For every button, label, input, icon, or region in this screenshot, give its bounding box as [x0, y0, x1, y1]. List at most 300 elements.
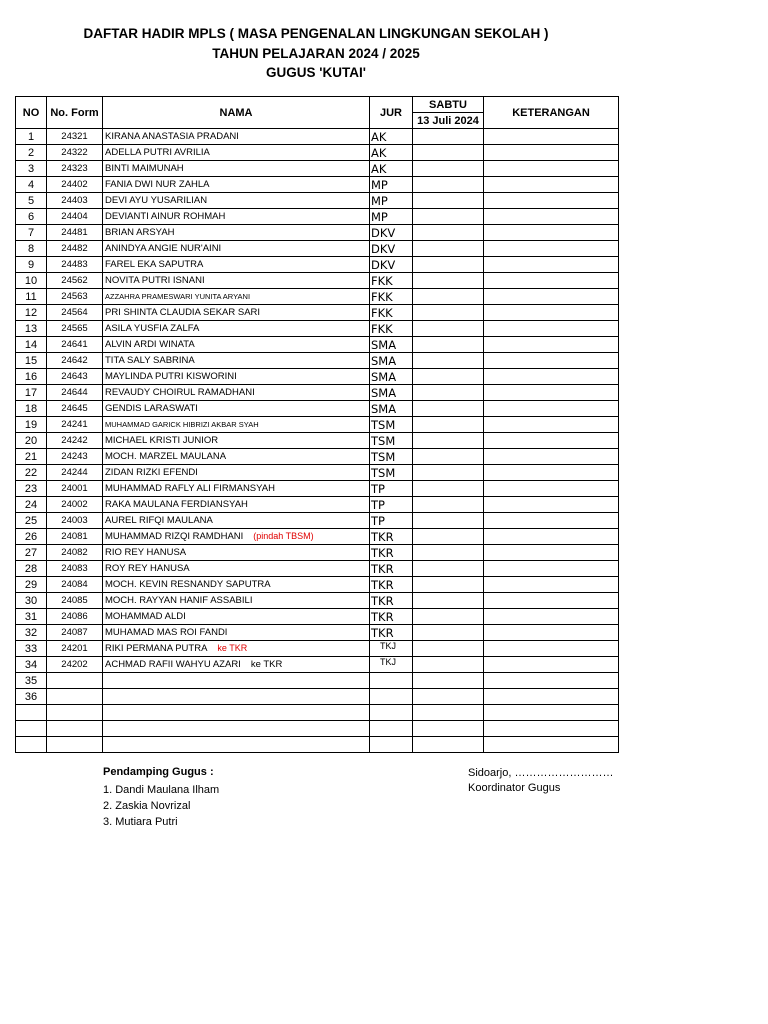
student-name — [103, 481, 370, 497]
form-number — [47, 689, 103, 705]
student-name-text: REVAUDY CHOIRUL RAMADHANI — [105, 387, 255, 398]
form-number: 24002 — [47, 497, 103, 513]
major-code: TSM — [370, 465, 413, 481]
attendance-table — [15, 96, 619, 753]
student-name-text: FAREL EKA SAPUTRA — [105, 259, 204, 270]
table-row — [16, 369, 619, 385]
attendance-cell — [413, 449, 484, 465]
form-number: 24001 — [47, 481, 103, 497]
attendance-cell — [413, 577, 484, 593]
student-name-text: MUHAMMAD GARICK HIBRIZI AKBAR SYAH — [105, 420, 259, 429]
table-row — [16, 177, 619, 193]
remarks-cell — [484, 385, 619, 401]
attendance-cell — [413, 353, 484, 369]
row-number: 36 — [16, 689, 47, 705]
major-code: TKJ — [370, 641, 413, 657]
row-number: 22 — [16, 465, 47, 481]
row-number: 18 — [16, 401, 47, 417]
table-row — [16, 721, 619, 737]
student-name — [103, 497, 370, 513]
table-row — [16, 337, 619, 353]
student-name — [103, 721, 370, 737]
student-name-text: PRI SHINTA CLAUDIA SEKAR SARI — [105, 307, 261, 318]
row-number: 32 — [16, 625, 47, 641]
row-number: 15 — [16, 353, 47, 369]
remarks-cell — [484, 449, 619, 465]
form-number: 24643 — [47, 369, 103, 385]
row-number: 3 — [16, 161, 47, 177]
row-number: 14 — [16, 337, 47, 353]
student-name-text: ALVIN ARDI WINATA — [105, 339, 195, 350]
row-number: 9 — [16, 257, 47, 273]
form-number: 24403 — [47, 193, 103, 209]
student-name — [103, 225, 370, 241]
table-row — [16, 241, 619, 257]
major-code: MP — [370, 177, 413, 193]
form-number: 24645 — [47, 401, 103, 417]
attendance-cell — [413, 689, 484, 705]
student-name-text: MICHAEL KRISTI JUNIOR — [105, 435, 219, 446]
attendance-cell — [413, 657, 484, 673]
student-name — [103, 369, 370, 385]
attendance-cell — [413, 513, 484, 529]
attendance-cell — [413, 273, 484, 289]
attendance-cell — [413, 417, 484, 433]
place-date: Sidoarjo, ……………………… — [468, 767, 614, 779]
remarks-cell — [484, 417, 619, 433]
remarks-cell — [484, 305, 619, 321]
table-row — [16, 417, 619, 433]
col-header-nama: NAMA — [103, 97, 370, 129]
form-number: 24081 — [47, 529, 103, 545]
table-row — [16, 129, 619, 145]
remarks-cell — [484, 497, 619, 513]
student-name — [103, 353, 370, 369]
major-code: TKR — [370, 609, 413, 625]
row-number: 10 — [16, 273, 47, 289]
remarks-cell — [484, 321, 619, 337]
form-number: 24322 — [47, 145, 103, 161]
form-number: 24201 — [47, 641, 103, 657]
col-header-date: 13 Juli 2024 — [413, 113, 484, 129]
student-name-text: AUREL RIFQI MAULANA — [105, 515, 213, 526]
table-row — [16, 145, 619, 161]
student-name-text: NOVITA PUTRI ISNANI — [105, 275, 205, 286]
table-row — [16, 433, 619, 449]
major-code: FKK — [370, 321, 413, 337]
form-number: 24082 — [47, 545, 103, 561]
major-code: AK — [370, 161, 413, 177]
transfer-note: ke TKR — [217, 643, 248, 653]
row-number: 31 — [16, 609, 47, 625]
attendance-cell — [413, 161, 484, 177]
form-number: 24003 — [47, 513, 103, 529]
row-number: 19 — [16, 417, 47, 433]
attendance-cell — [413, 209, 484, 225]
major-code: TSM — [370, 449, 413, 465]
student-name-text: MAYLINDA PUTRI KISWORINI — [105, 371, 237, 382]
row-number: 17 — [16, 385, 47, 401]
major-code: MP — [370, 193, 413, 209]
attendance-cell — [413, 145, 484, 161]
student-name — [103, 145, 370, 161]
major-code: TSM — [370, 417, 413, 433]
col-header-keterangan: KETERANGAN — [484, 97, 619, 129]
major-code: TKR — [370, 577, 413, 593]
remarks-cell — [484, 433, 619, 449]
major-code: TKR — [370, 561, 413, 577]
table-row — [16, 385, 619, 401]
student-name — [103, 577, 370, 593]
row-number: 30 — [16, 593, 47, 609]
remarks-cell — [484, 673, 619, 689]
remarks-cell — [484, 337, 619, 353]
student-name-text: GENDIS LARASWATI — [105, 403, 198, 414]
student-name-text: MOHAMMAD ALDI — [105, 611, 186, 622]
row-number — [16, 721, 47, 737]
remarks-cell — [484, 705, 619, 721]
major-code — [370, 705, 413, 721]
table-row — [16, 289, 619, 305]
major-code: TP — [370, 481, 413, 497]
student-name — [103, 177, 370, 193]
attendance-cell — [413, 129, 484, 145]
table-row — [16, 321, 619, 337]
student-name-text: ASILA YUSFIA ZALFA — [105, 323, 200, 334]
student-name-text: BRIAN ARSYAH — [105, 227, 175, 238]
student-name — [103, 193, 370, 209]
student-name-text: ZIDAN RIZKI EFENDI — [105, 467, 198, 478]
student-name — [103, 641, 370, 657]
pendamping-item: 3. Mutiara Putri — [103, 816, 178, 828]
remarks-cell — [484, 353, 619, 369]
row-number: 1 — [16, 129, 47, 145]
attendance-cell — [413, 337, 484, 353]
col-header-day: SABTU — [413, 97, 484, 113]
attendance-cell — [413, 465, 484, 481]
form-number — [47, 673, 103, 689]
remarks-cell — [484, 161, 619, 177]
major-code: DKV — [370, 257, 413, 273]
major-code: SMA — [370, 353, 413, 369]
major-code: FKK — [370, 305, 413, 321]
row-number: 20 — [16, 433, 47, 449]
table-row — [16, 273, 619, 289]
major-code: TKJ — [370, 657, 413, 673]
student-name — [103, 593, 370, 609]
form-number: 24086 — [47, 609, 103, 625]
remarks-cell — [484, 257, 619, 273]
remarks-cell — [484, 241, 619, 257]
form-number: 24087 — [47, 625, 103, 641]
remarks-cell — [484, 737, 619, 753]
form-number — [47, 737, 103, 753]
form-number: 24483 — [47, 257, 103, 273]
transfer-note: (pindah TBSM) — [253, 531, 314, 541]
student-name-text: KIRANA ANASTASIA PRADANI — [105, 131, 239, 142]
student-name-text: MUHAMMAD RIZQI RAMDHANI — [105, 531, 244, 542]
row-number: 25 — [16, 513, 47, 529]
remarks-cell — [484, 401, 619, 417]
student-name — [103, 609, 370, 625]
major-code: SMA — [370, 385, 413, 401]
student-name — [103, 209, 370, 225]
student-name — [103, 561, 370, 577]
attendance-cell — [413, 305, 484, 321]
row-number: 33 — [16, 641, 47, 657]
remarks-cell — [484, 129, 619, 145]
remarks-cell — [484, 177, 619, 193]
col-header-form: No. Form — [47, 97, 103, 129]
major-code: FKK — [370, 289, 413, 305]
student-name — [103, 545, 370, 561]
row-number: 2 — [16, 145, 47, 161]
major-code — [370, 737, 413, 753]
row-number: 6 — [16, 209, 47, 225]
student-name-text: ROY REY HANUSA — [105, 563, 190, 574]
attendance-cell — [413, 593, 484, 609]
table-row — [16, 161, 619, 177]
table-row — [16, 529, 619, 545]
attendance-cell — [413, 625, 484, 641]
table-row — [16, 689, 619, 705]
attendance-cell — [413, 385, 484, 401]
student-name — [103, 161, 370, 177]
student-name-text: ADELLA PUTRI AVRILIA — [105, 147, 210, 158]
row-number: 11 — [16, 289, 47, 305]
attendance-cell — [413, 561, 484, 577]
table-row — [16, 705, 619, 721]
table-row — [16, 545, 619, 561]
table-row — [16, 513, 619, 529]
student-name — [103, 241, 370, 257]
major-code: TKR — [370, 529, 413, 545]
remarks-cell — [484, 225, 619, 241]
form-number: 24481 — [47, 225, 103, 241]
student-name-text: FANIA DWI NUR ZAHLA — [105, 179, 210, 190]
form-number: 24642 — [47, 353, 103, 369]
student-name-text: DEVIANTI AINUR ROHMAH — [105, 211, 226, 222]
form-number: 24644 — [47, 385, 103, 401]
student-name-text: MOCH. KEVIN RESNANDY SAPUTRA — [105, 579, 271, 590]
table-row — [16, 401, 619, 417]
attendance-cell — [413, 225, 484, 241]
major-code: SMA — [370, 401, 413, 417]
transfer-note: ke TKR — [250, 659, 283, 670]
remarks-cell — [484, 273, 619, 289]
table-row — [16, 209, 619, 225]
major-code: MP — [370, 209, 413, 225]
remarks-cell — [484, 689, 619, 705]
remarks-cell — [484, 561, 619, 577]
form-number: 24402 — [47, 177, 103, 193]
pendamping-section — [103, 766, 219, 832]
student-name — [103, 705, 370, 721]
form-number: 24083 — [47, 561, 103, 577]
remarks-cell — [484, 513, 619, 529]
major-code — [370, 689, 413, 705]
student-name — [103, 689, 370, 705]
pendamping-item: 1. Dandi Maulana Ilham — [103, 784, 220, 796]
table-row — [16, 737, 619, 753]
student-name — [103, 417, 370, 433]
form-number: 24562 — [47, 273, 103, 289]
attendance-cell — [413, 529, 484, 545]
remarks-cell — [484, 289, 619, 305]
row-number: 8 — [16, 241, 47, 257]
row-number: 21 — [16, 449, 47, 465]
student-name — [103, 449, 370, 465]
form-number: 24202 — [47, 657, 103, 673]
student-name-text: RIO REY HANUSA — [105, 547, 187, 558]
form-number: 24321 — [47, 129, 103, 145]
form-number: 24404 — [47, 209, 103, 225]
row-number: 24 — [16, 497, 47, 513]
major-code: TKR — [370, 593, 413, 609]
student-name — [103, 657, 370, 673]
remarks-cell — [484, 209, 619, 225]
table-row — [16, 625, 619, 641]
row-number: 29 — [16, 577, 47, 593]
row-number — [16, 737, 47, 753]
major-code — [370, 721, 413, 737]
table-row — [16, 641, 619, 657]
row-number: 4 — [16, 177, 47, 193]
remarks-cell — [484, 369, 619, 385]
table-row — [16, 465, 619, 481]
student-name-text: TITA SALY SABRINA — [105, 355, 195, 366]
form-number: 24243 — [47, 449, 103, 465]
attendance-cell — [413, 497, 484, 513]
major-code: AK — [370, 129, 413, 145]
school-year: TAHUN PELAJARAN 2024 / 2025 — [212, 46, 420, 61]
major-code: TKR — [370, 545, 413, 561]
major-code: AK — [370, 145, 413, 161]
major-code — [370, 673, 413, 689]
table-row — [16, 353, 619, 369]
remarks-cell — [484, 721, 619, 737]
attendance-cell — [413, 433, 484, 449]
student-name — [103, 289, 370, 305]
form-number: 24084 — [47, 577, 103, 593]
student-name-text: AZZAHRA PRAMESWARI YUNITA ARYANI — [105, 292, 251, 301]
student-name — [103, 673, 370, 689]
student-name-text: ACHMAD RAFII WAHYU AZARI — [105, 659, 241, 670]
table-row — [16, 593, 619, 609]
form-number: 24565 — [47, 321, 103, 337]
major-code: FKK — [370, 273, 413, 289]
student-name — [103, 337, 370, 353]
student-name-text: MOCH. RAYYAN HANIF ASSABILI — [105, 595, 253, 606]
remarks-cell — [484, 145, 619, 161]
remarks-cell — [484, 609, 619, 625]
attendance-cell — [413, 401, 484, 417]
row-number: 26 — [16, 529, 47, 545]
student-name-text: DEVI AYU YUSARILIAN — [105, 195, 208, 206]
student-name — [103, 273, 370, 289]
student-name — [103, 625, 370, 641]
student-name-text: MOCH. MARZEL MAULANA — [105, 451, 227, 462]
table-row — [16, 657, 619, 673]
row-number: 16 — [16, 369, 47, 385]
remarks-cell — [484, 577, 619, 593]
student-name — [103, 433, 370, 449]
form-number — [47, 705, 103, 721]
form-number: 24085 — [47, 593, 103, 609]
col-header-jur: JUR — [370, 97, 413, 129]
attendance-cell — [413, 737, 484, 753]
student-name — [103, 257, 370, 273]
student-name — [103, 513, 370, 529]
major-code: DKV — [370, 225, 413, 241]
table-row — [16, 305, 619, 321]
form-number: 24563 — [47, 289, 103, 305]
row-number — [16, 705, 47, 721]
student-name — [103, 385, 370, 401]
student-name — [103, 465, 370, 481]
remarks-cell — [484, 545, 619, 561]
form-number — [47, 721, 103, 737]
attendance-cell — [413, 289, 484, 305]
attendance-cell — [413, 369, 484, 385]
row-number: 5 — [16, 193, 47, 209]
table-row — [16, 481, 619, 497]
form-number: 24641 — [47, 337, 103, 353]
attendance-cell — [413, 641, 484, 657]
attendance-cell — [413, 481, 484, 497]
form-number: 24564 — [47, 305, 103, 321]
student-name — [103, 305, 370, 321]
row-number: 35 — [16, 673, 47, 689]
attendance-cell — [413, 177, 484, 193]
remarks-cell — [484, 465, 619, 481]
remarks-cell — [484, 657, 619, 673]
remarks-cell — [484, 481, 619, 497]
table-row — [16, 561, 619, 577]
table-row — [16, 577, 619, 593]
major-code: TKR — [370, 625, 413, 641]
student-name — [103, 129, 370, 145]
student-name-text: MUHAMMAD RAFLY ALI FIRMANSYAH — [105, 483, 275, 494]
table-row — [16, 609, 619, 625]
signature-section — [468, 767, 613, 797]
form-number: 24244 — [47, 465, 103, 481]
row-number: 7 — [16, 225, 47, 241]
row-number: 23 — [16, 481, 47, 497]
student-name — [103, 401, 370, 417]
group-name: GUGUS 'KUTAI' — [266, 65, 366, 80]
document-title: DAFTAR HADIR MPLS ( MASA PENGENALAN LINGKUNGAN SEKOLAH ) — [83, 26, 549, 41]
remarks-cell — [484, 193, 619, 209]
table-row — [16, 449, 619, 465]
student-name-text: RAKA MAULANA FERDIANSYAH — [105, 499, 248, 510]
table-row — [16, 673, 619, 689]
major-code: SMA — [370, 369, 413, 385]
form-number: 24242 — [47, 433, 103, 449]
row-number: 27 — [16, 545, 47, 561]
remarks-cell — [484, 593, 619, 609]
student-name-text: BINTI MAIMUNAH — [105, 163, 184, 174]
col-header-no: NO — [16, 97, 47, 129]
attendance-cell — [413, 545, 484, 561]
attendance-cell — [413, 673, 484, 689]
student-name-text: RIKI PERMANA PUTRA — [105, 643, 208, 654]
student-name-text: ANINDYA ANGIE NUR'AINI — [105, 243, 222, 254]
attendance-cell — [413, 609, 484, 625]
table-row — [16, 193, 619, 209]
student-name-text: MUHAMAD MAS ROI FANDI — [105, 627, 228, 638]
row-number: 34 — [16, 657, 47, 673]
